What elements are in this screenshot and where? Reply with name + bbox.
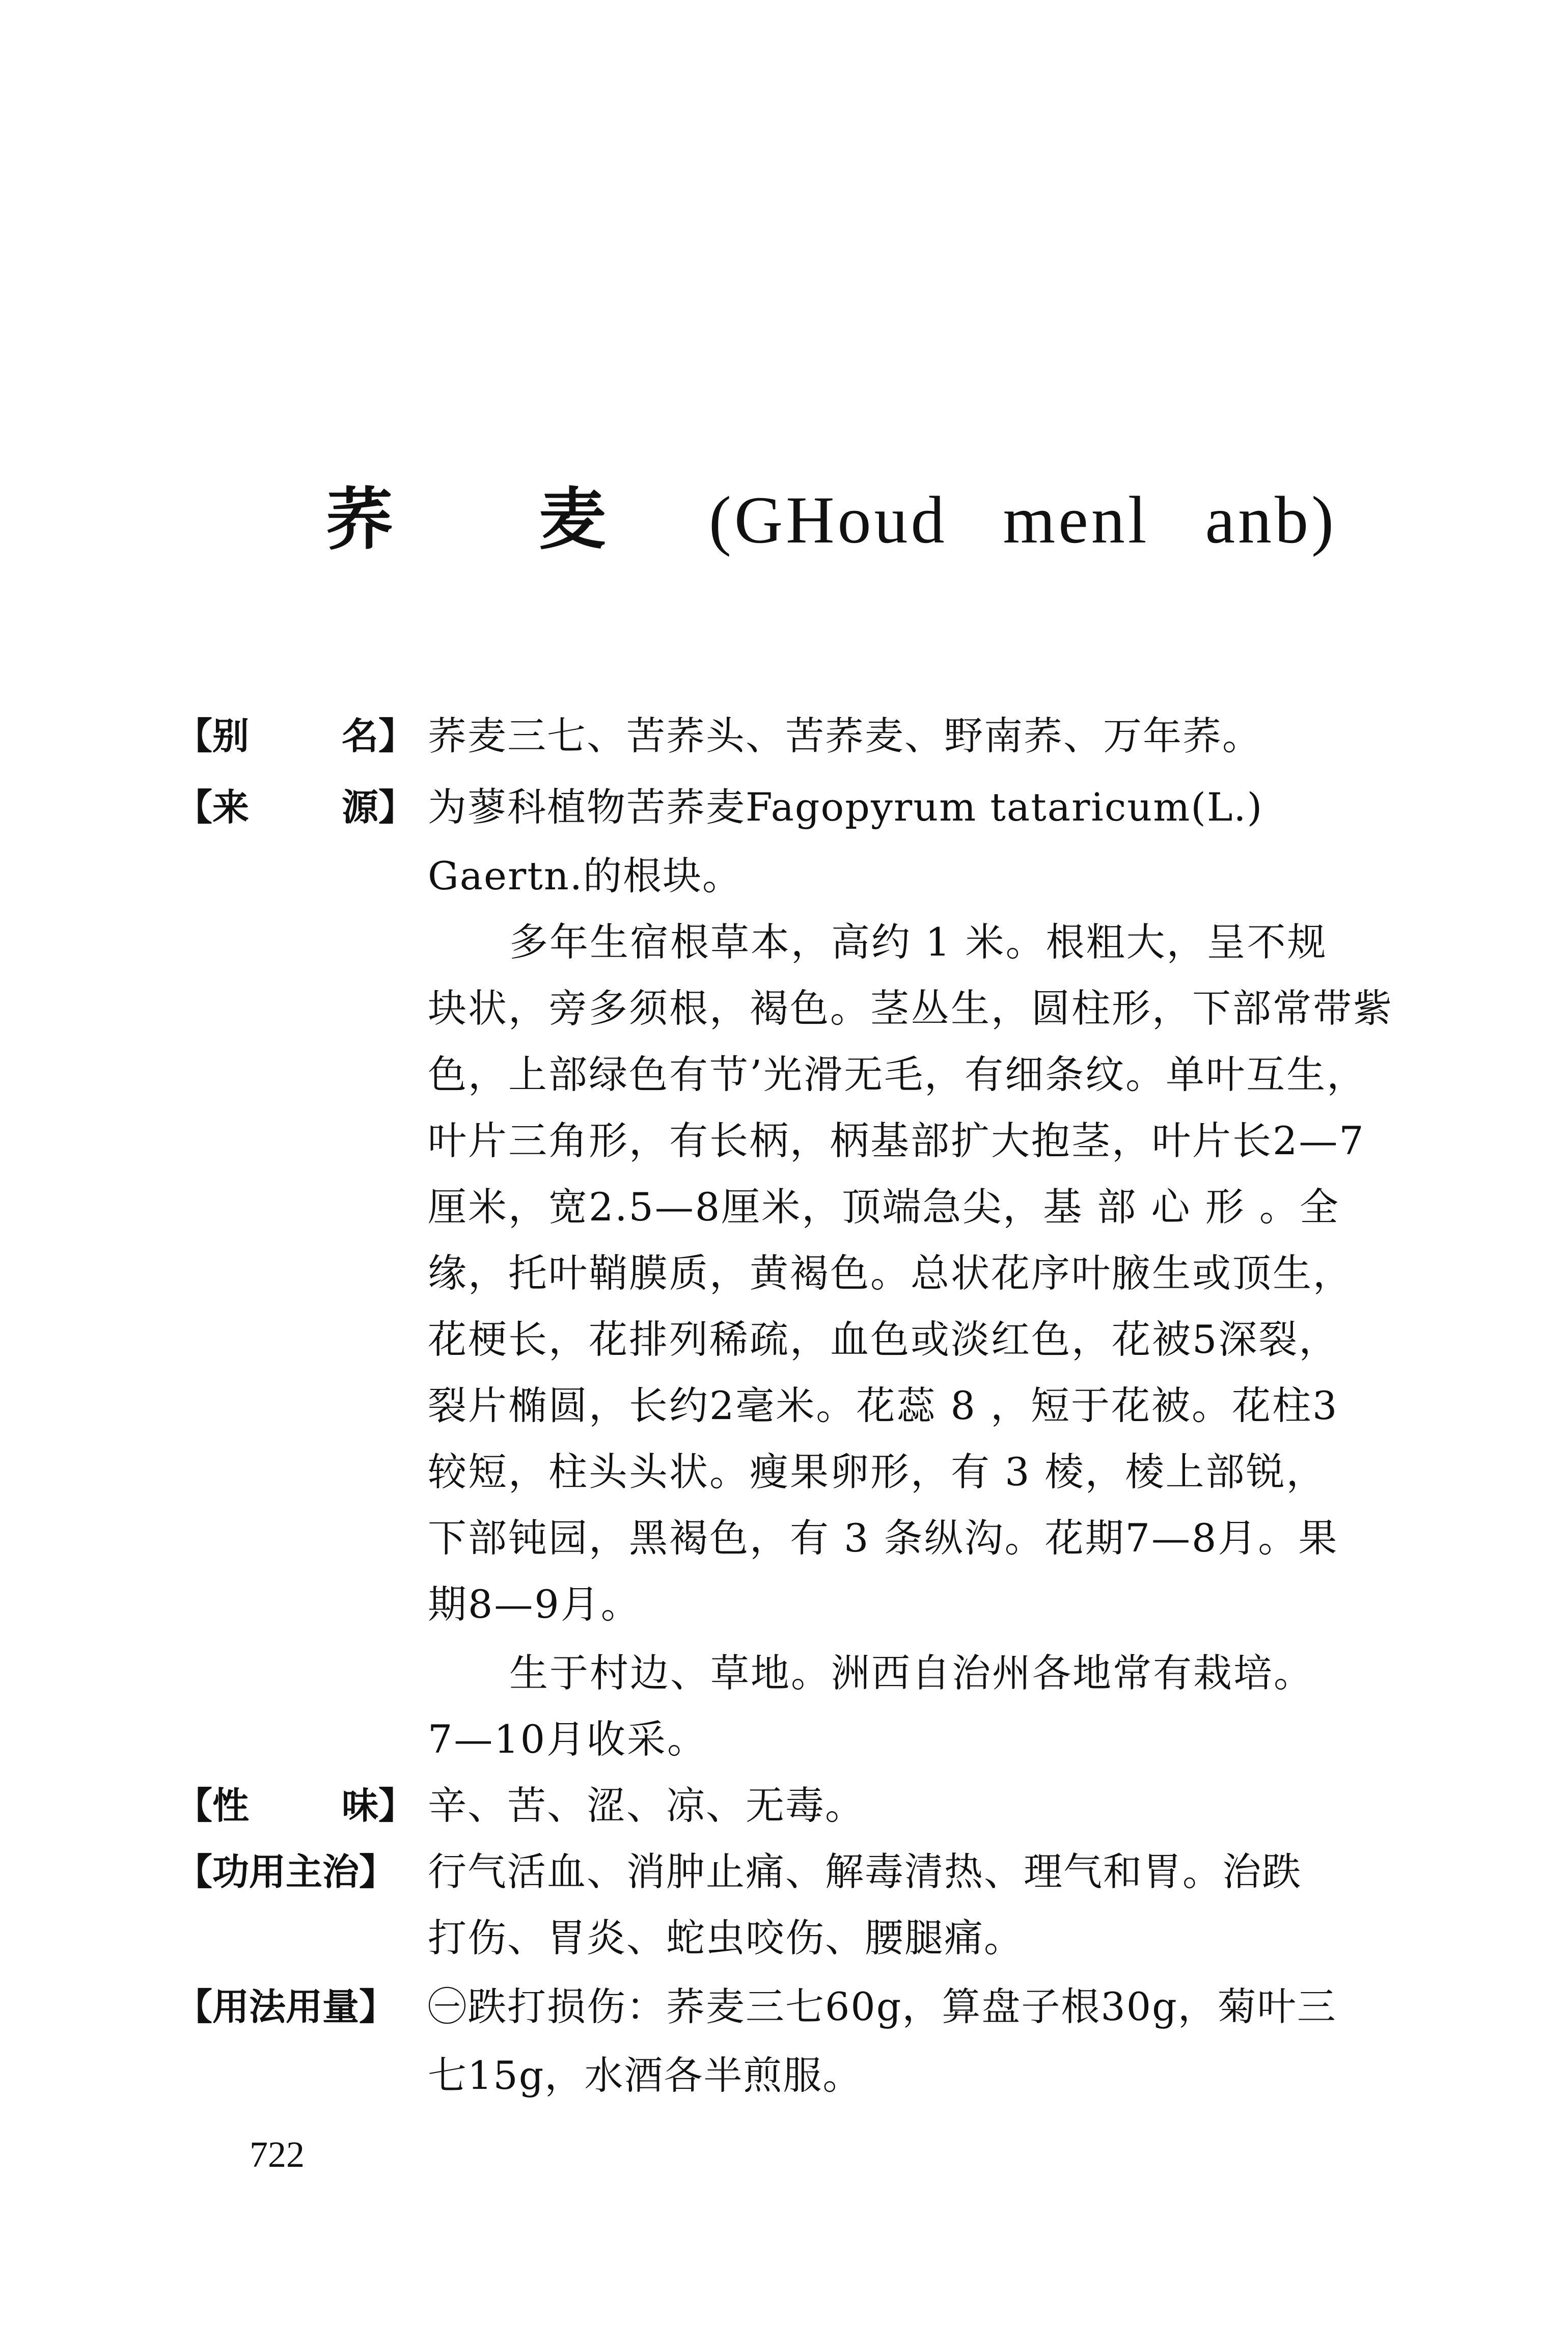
usage-line-2: 七15g，水酒各半煎服。 <box>428 2053 863 2098</box>
desc-line-10: 下部钝园，黑褐色，有 3 条纵沟。花期7—8月。果 <box>428 1515 1339 1561</box>
label-source-right: 源】 <box>341 786 415 829</box>
desc-line-7: 花梗长，花排列稀疏，血色或淡红色，花被5深裂， <box>428 1317 1339 1362</box>
page-number: 722 <box>250 2134 305 2175</box>
desc-line-9: 较短，柱头头状。瘦果卵形，有 3 棱，棱上部锐， <box>428 1449 1327 1494</box>
label-taste <box>176 1778 415 1834</box>
desc-line-8: 裂片椭圆，长约2毫米。花蕊 8 ，短于花被。花柱3 <box>428 1383 1339 1428</box>
usage-line-1: ㊀跌打损伤：荞麦三七60g，算盘子根30g，菊叶三 <box>428 1984 1337 2029</box>
label-usage <box>176 1979 415 2035</box>
taste-text: 辛、苦、涩、凉、无毒。 <box>428 1783 865 1828</box>
label-source <box>176 779 415 835</box>
function-line-1: 行气活血、消肿止痛、解毒清热、理气和胃。治跌 <box>428 1849 1302 1894</box>
desc-line-4: 叶片三角形，有长柄，柄基部扩大抱茎，叶片长2—7 <box>428 1118 1365 1163</box>
label-taste-right: 味】 <box>341 1784 415 1827</box>
desc-line-11: 期8—9月。 <box>428 1582 641 1627</box>
function-line-2: 打伤、胃炎、蛇虫咬伤、腰腿痛。 <box>428 1915 1024 1960</box>
label-alias-right: 名】 <box>341 715 415 757</box>
label-taste-left: 【性 <box>176 1784 250 1827</box>
habitat-line-1: 生于村边、草地。洲西自治州各地常有栽培。 <box>509 1650 1314 1696</box>
label-alias-left: 【别 <box>176 715 250 757</box>
label-function-text: 【功用主治】 <box>176 1850 396 1893</box>
source-line-1: 为蓼科植物苦荞麦Fagopyrum tataricum(L.) <box>428 784 1263 830</box>
label-source-left: 【来 <box>176 786 250 829</box>
desc-line-5: 厘米，宽2.5—8厘米，顶端急尖，基 部 心 形 。全 <box>428 1184 1340 1230</box>
habitat-line-2: 7—10月收采。 <box>428 1717 708 1762</box>
source-line-2: Gaertn.的根块。 <box>428 853 742 898</box>
page-title <box>326 474 1337 565</box>
desc-line-2: 块状，旁多须根，褐色。茎丛生，圆柱形，下部常带紫 <box>428 986 1393 1031</box>
desc-line-1: 多年生宿根草本，高约 1 米。根粗大，呈不规 <box>509 919 1328 965</box>
label-function <box>176 1844 415 1900</box>
label-usage-text: 【用法用量】 <box>176 1985 396 2028</box>
desc-line-6: 缘，托叶鞘膜质，黄褐色。总状花序叶腋生或顶生， <box>428 1250 1353 1296</box>
title-chinese: 荞 麦 <box>326 480 667 559</box>
title-pinyin: (GHoud menl anb) <box>708 482 1337 557</box>
alias-text: 荞麦三七、苦荞头、苦荞麦、野南荞、万年荞。 <box>428 713 1262 758</box>
desc-line-3: 色，上部绿色有节’光滑无毛，有细条纹。单叶互生， <box>428 1052 1367 1097</box>
label-alias <box>176 708 415 764</box>
